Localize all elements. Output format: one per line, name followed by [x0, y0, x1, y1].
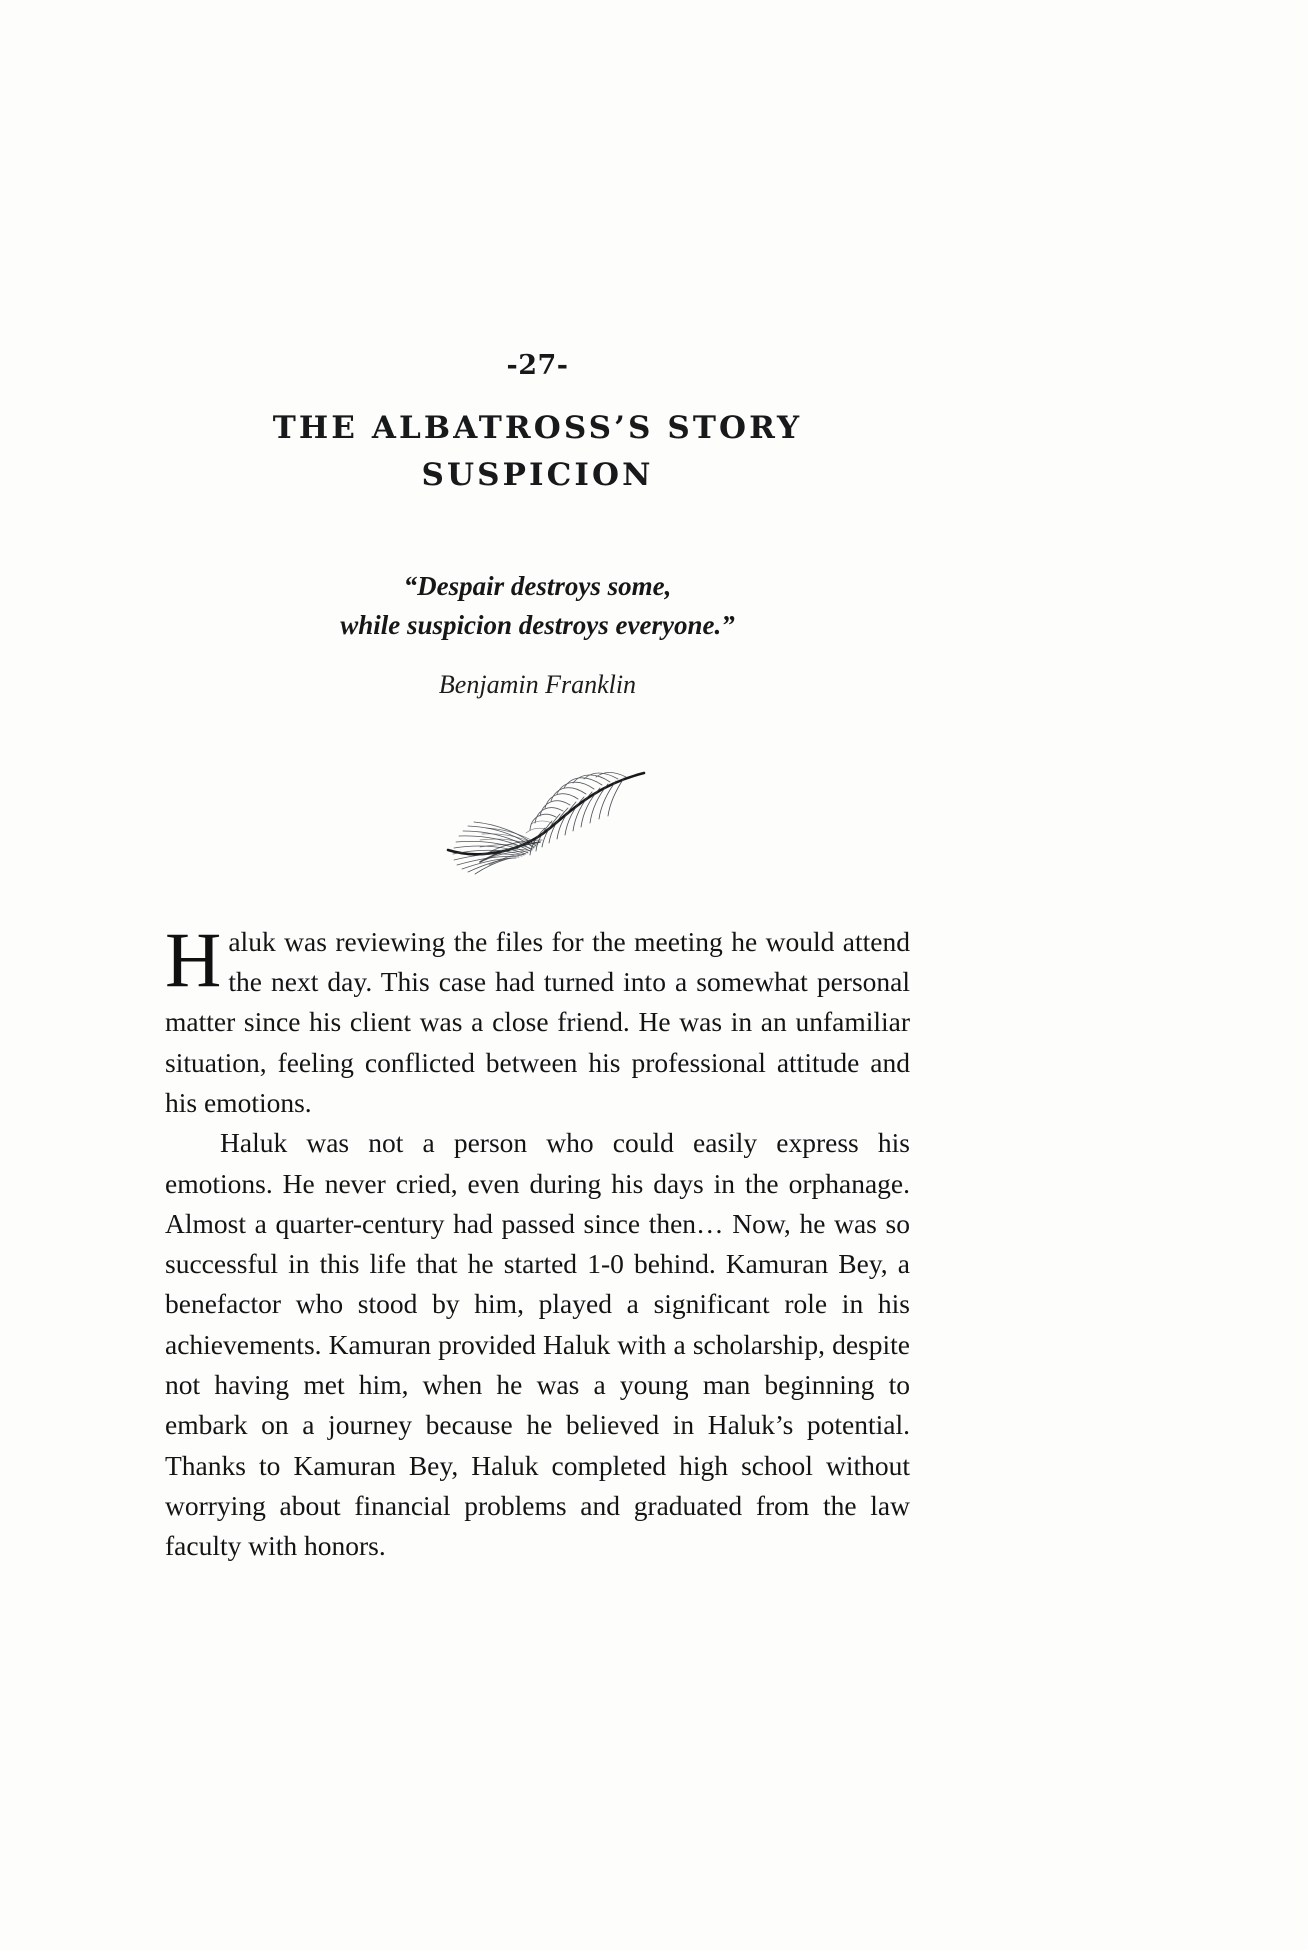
feather-icon	[418, 746, 658, 876]
feather-ornament	[165, 746, 910, 886]
epigraph-author: Benjamin Franklin	[438, 669, 637, 699]
chapter-number: -27-	[506, 350, 569, 381]
epigraph-quote-line-1: “Despair destroys some,	[403, 571, 672, 602]
body-paragraph-1-text: aluk was reviewing the files for the meeting he would attend the next day. This case had turned into a somewhat personal matter since his client was a close friend. He was in an unfamiliar situation, feeling conflicted between his professional attitude and his emotions.	[165, 925, 910, 1118]
chapter-title-line-1: THE ALBATROSS’S STORY	[272, 410, 803, 446]
body-paragraph-2: Haluk was not a person who could easily express his emotions. He never cried, even during his days in the orphanage. Almost a quarter-century had passed since then… Now, he was so successful in this life that he started 1-0 behind. Kamuran Bey, a benefactor who stood by him, played a significant role in his achievements. Kamuran provided Haluk with a scholarship, despite not having met him, when he was a young man beginning to embark on a journey because he believed in Haluk’s potential. Thanks to Kamuran Bey, Haluk completed high school without worrying about financial problems and graduated from the law faculty with honors.	[165, 1127, 910, 1562]
body-paragraph-1	[165, 915, 910, 1123]
epigraph-quote-line-2: while suspicion destroys everyone.”	[340, 609, 735, 640]
epigraph-block	[165, 567, 910, 700]
page-content-column	[165, 0, 910, 1950]
chapter-body	[165, 915, 910, 1567]
chapter-title-line-2: SUSPICION	[421, 457, 654, 494]
chapter-heading	[165, 0, 910, 499]
page-title	[165, 405, 910, 499]
epigraph-quote	[165, 567, 910, 644]
drop-cap: H	[165, 915, 222, 1003]
